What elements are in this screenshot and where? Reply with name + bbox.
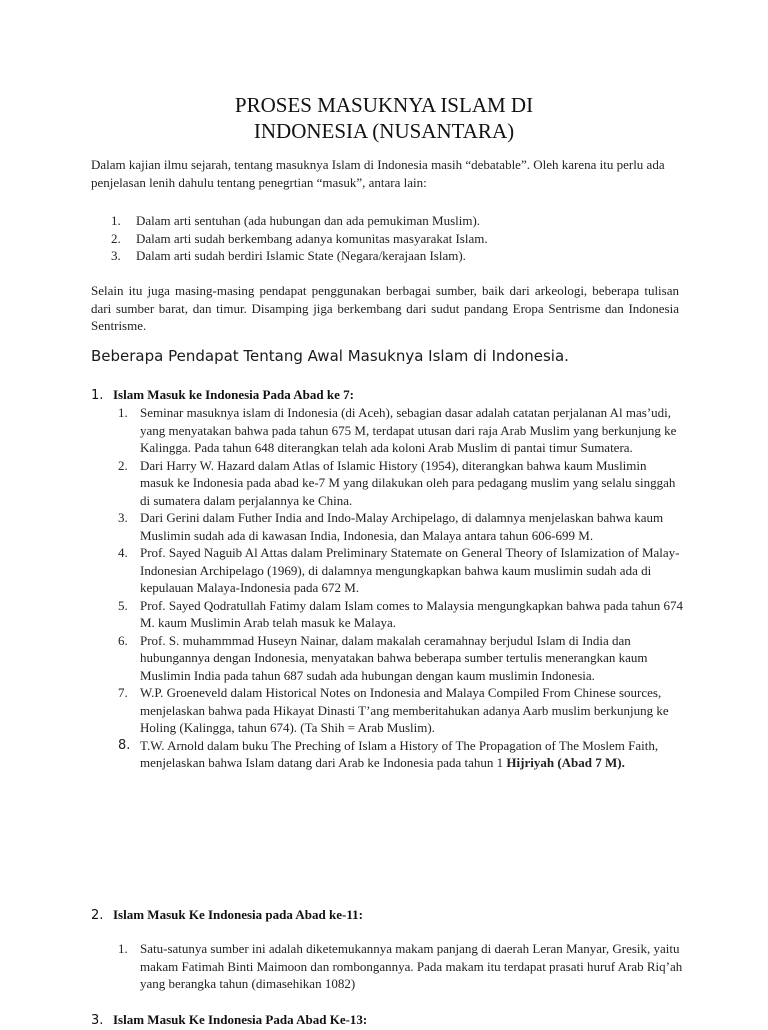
section-heading: Beberapa Pendapat Tentang Awal Masuknya Islam di Indonesia. [91, 347, 569, 365]
list-item: 8. T.W. Arnold dalam buku The Preching of Islam a History of The Propagation of The Moslem Faith, menjelaskan bahwa Islam datang dari Arab ke Indonesia pada tahun 1 Hijriyah (Abad 7 M). [118, 737, 659, 770]
title-line-2: INDONESIA (NUSANTARA) [253, 119, 515, 143]
list-item: 7. W.P. Groeneveld dalam Historical Notes on Indonesia and Malaya Compiled From Chinese sources, menjelaskan bahwa pada Hikayat Dinasti T’ang memberitahukan adanya Aarb muslim berkunjung ke Holing (Kalingga, tahun 674). (Ta Shih = Arab Muslim). [118, 685, 669, 735]
list-item: 4. Prof. Sayed Naguib Al Attas dalam Preliminary Statemate on General Theory of Islamization of Malay-Indonesian Archipelago (1969), di dalamnya mengungkapkan bahwa kaum muslimin sudah ada di kepulauan Malaya-Indonesia pada 672 M. [118, 545, 680, 595]
section-1-list [91, 404, 683, 772]
list-item: 3. Dari Gerini dalam Futher India and Indo-Malay Archipelago, di dalamnya menjelaskan bahwa kaum Muslimin sudah ada di kawasan India, Indonesia, dan Malaya antara tahun 606-699 M. [118, 510, 664, 543]
document-title [0, 92, 768, 144]
sources-paragraph: Selain itu juga masing-masing pendapat penggunakan berbagai sumber, baik dari arkeologi, beberapa tulisan dari sumber barat, dan timur. Disamping jiga berkembang dari sudut pandang Eropa Sentrisme dan Indonesia Sentrisme. [91, 283, 679, 333]
list-item: 3. Dalam arti sudah berdiri Islamic State (Negara/kerajaan Islam). [111, 248, 466, 263]
title-line-1: PROSES MASUKNYA ISLAM DI [234, 93, 534, 117]
section-1-title: 1. Islam Masuk ke Indonesia Pada Abad ke 7: [91, 387, 354, 403]
list-item: 2. Dalam arti sudah berkembang adanya komunitas masyarakat Islam. [111, 230, 488, 246]
section-2-list [91, 940, 683, 993]
section-2-title: 2. Islam Masuk Ke Indonesia pada Abad ke-11: [91, 907, 363, 923]
intro-list [91, 212, 679, 265]
list-item: 1. Satu-satunya sumber ini adalah diketemukannya makam panjang di daerah Leran Manyar, Gresik, yaitu makam Fatimah Binti Maimoon dan rombongannya. Pada makam itu terdapat prasati huruf Arab Riq’ah yang berangka tahun (dimasehikan 1082) [118, 941, 683, 991]
list-item: 2. Dari Harry W. Hazard dalam Atlas of Islamic History (1954), diterangkan bahwa kaum Muslimin masuk ke Indonesia pada abad ke-7 M yang dilakukan oleh para pedagang muslim yang selalu singgah di sumatera dalam perjalannya ke China. [118, 457, 676, 508]
section-3-title: 3. Islam Masuk Ke Indonesia Pada Abad Ke-13: [91, 1012, 368, 1028]
list-item: 6. Prof. S. muhammmad Huseyn Nainar, dalam makalah ceramahnay berjudul Islam di India dan hubungannya dengan Indonesia, menyatakan bahwa beberapa sumber tertulis menerangkan kaum Muslimin India pada tahun 687 sudah ada hubungan dengan kaum muslimin Indonesia. [118, 632, 648, 683]
intro-paragraph: Dalam kajian ilmu sejarah, tentang masuknya Islam di Indonesia masih “debatable”. Oleh karena itu perlu ada penjelasan lenih dahulu tentang penegrtian “masuk”, antara lain: [91, 157, 665, 190]
list-item: 1. Seminar masuknya islam di Indonesia (di Aceh), sebagian dasar adalah catatan perjalanan Al mas’udi, yang menyatakan bahwa pada tahun 675 M, terdapat utusan dari raja Arab Muslim yang berkunjung ke Kalingga. Pada tahun 648 diterangkan telah ada koloni Arab Muslim di pantai timur Sumatera. [118, 405, 677, 455]
list-item: 5. Prof. Sayed Qodratullah Fatimy dalam Islam comes to Malaysia mengungkapkan bahwa pada tahun 674 M. kaum Muslimin Arab telah masuk ke Malaya. [118, 597, 683, 630]
list-item: 1. Dalam arti sentuhan (ada hubungan dan ada pemukiman Muslim). [111, 213, 481, 228]
